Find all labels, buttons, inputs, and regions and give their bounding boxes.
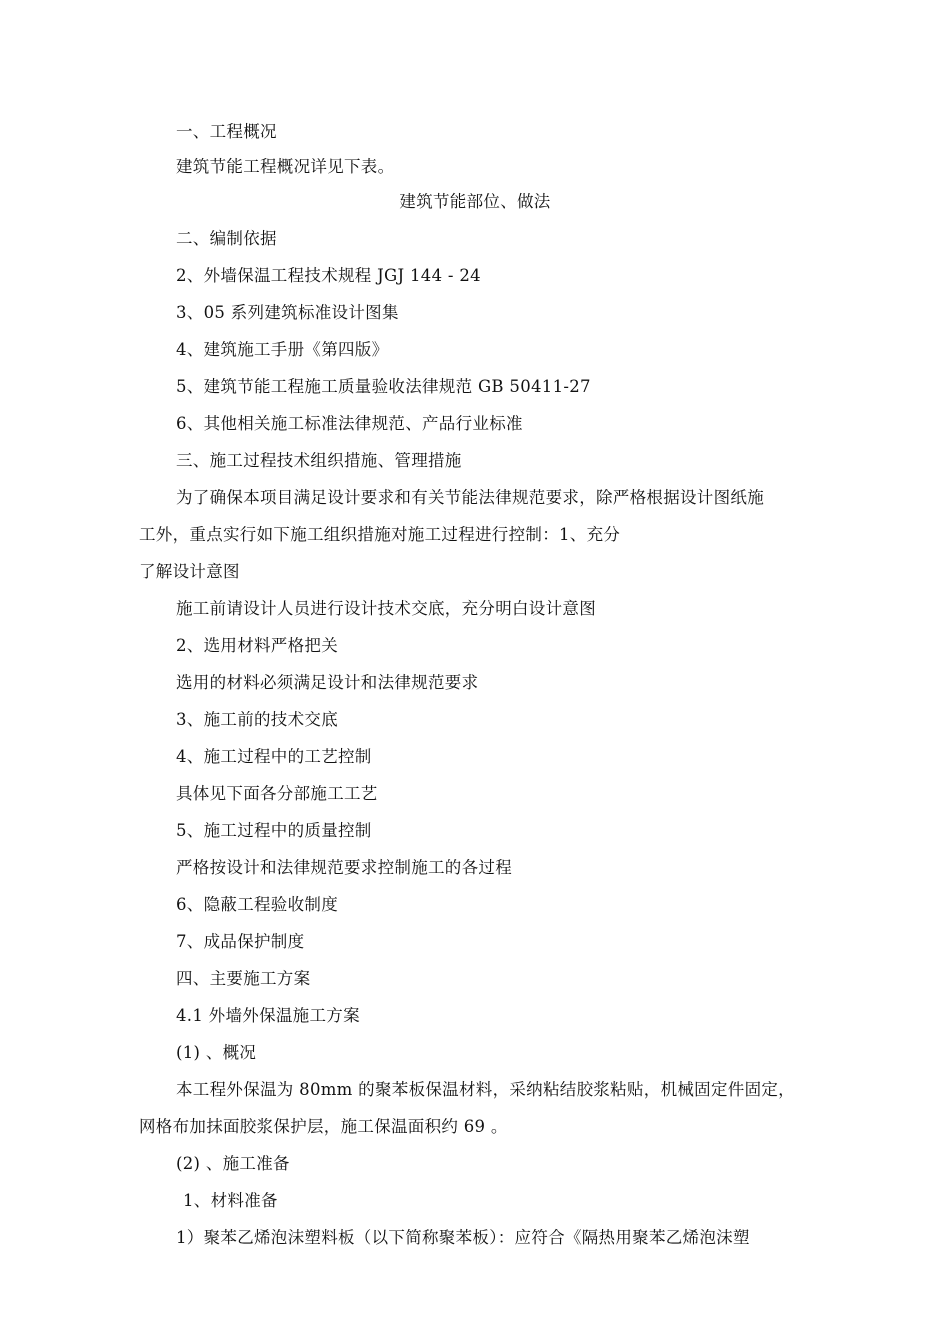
measure-item-5: 5、施工过程中的质量控制	[176, 821, 372, 840]
heading-compilation-basis: 二、编制依据	[176, 229, 277, 248]
paragraph-measures-line-3: 了解设计意图	[139, 562, 240, 581]
paragraph-measures-line-2: 工外，重点实行如下施工组织措施对施工过程进行控制：1、充分	[139, 525, 621, 544]
heading-project-overview: 一、工程概况	[176, 122, 277, 141]
measure-item-3: 3、施工前的技术交底	[176, 710, 338, 729]
paragraph-quality-control: 严格按设计和法律规范要求控制施工的各过程	[176, 858, 512, 877]
paragraph-insulation-line-1: 本工程外保温为 80mm 的聚苯板保温材料，采纳粘结胶浆粘贴，机械固定件固定，	[176, 1080, 795, 1099]
basis-item-6: 6、其他相关施工标准法律规范、产品行业标准	[176, 414, 523, 433]
paragraph-process-detail: 具体见下面各分部施工工艺	[176, 784, 378, 803]
subheading-4-1: 4.1 外墙外保温施工方案	[176, 1006, 360, 1025]
basis-item-4: 4、建筑施工手册《第四版》	[176, 340, 389, 359]
table-caption: 建筑节能部位、做法	[399, 192, 551, 211]
prep-item-materials: 1、材料准备	[183, 1191, 278, 1210]
paragraph-design-disclosure: 施工前请设计人员进行设计技术交底，充分明白设计意图	[176, 599, 596, 618]
subheading-overview: (1) 、概况	[176, 1043, 257, 1062]
measure-item-2: 2、选用材料严格把关	[176, 636, 338, 655]
subheading-preparation: (2) 、施工准备	[176, 1154, 290, 1173]
heading-technical-measures: 三、施工过程技术组织措施、管理措施	[176, 451, 462, 470]
measure-item-4: 4、施工过程中的工艺控制	[176, 747, 372, 766]
paragraph-insulation-line-2: 网格布加抹面胶浆保护层，施工保温面积约 69 。	[139, 1117, 508, 1136]
basis-item-3: 3、05 系列建筑标准设计图集	[176, 303, 399, 322]
paragraph-measures-line-1: 为了确保本项目满足设计要求和有关节能法律规范要求，除严格根据设计图纸施	[176, 488, 764, 507]
basis-item-2: 2、外墙保温工程技术规程 JGJ 144 - 24	[176, 266, 481, 285]
basis-item-5: 5、建筑节能工程施工质量验收法律规范 GB 50411-27	[176, 377, 591, 396]
measure-item-7: 7、成品保护制度	[176, 932, 305, 951]
paragraph-overview-note: 建筑节能工程概况详见下表。	[176, 157, 395, 176]
measure-item-6: 6、隐蔽工程验收制度	[176, 895, 338, 914]
heading-main-plan: 四、主要施工方案	[176, 969, 311, 988]
paragraph-material-requirement: 选用的材料必须满足设计和法律规范要求	[176, 673, 479, 692]
paragraph-eps-board: 1）聚苯乙烯泡沫塑料板（以下简称聚苯板）：应符合《隔热用聚苯乙烯泡沫塑	[176, 1228, 750, 1247]
